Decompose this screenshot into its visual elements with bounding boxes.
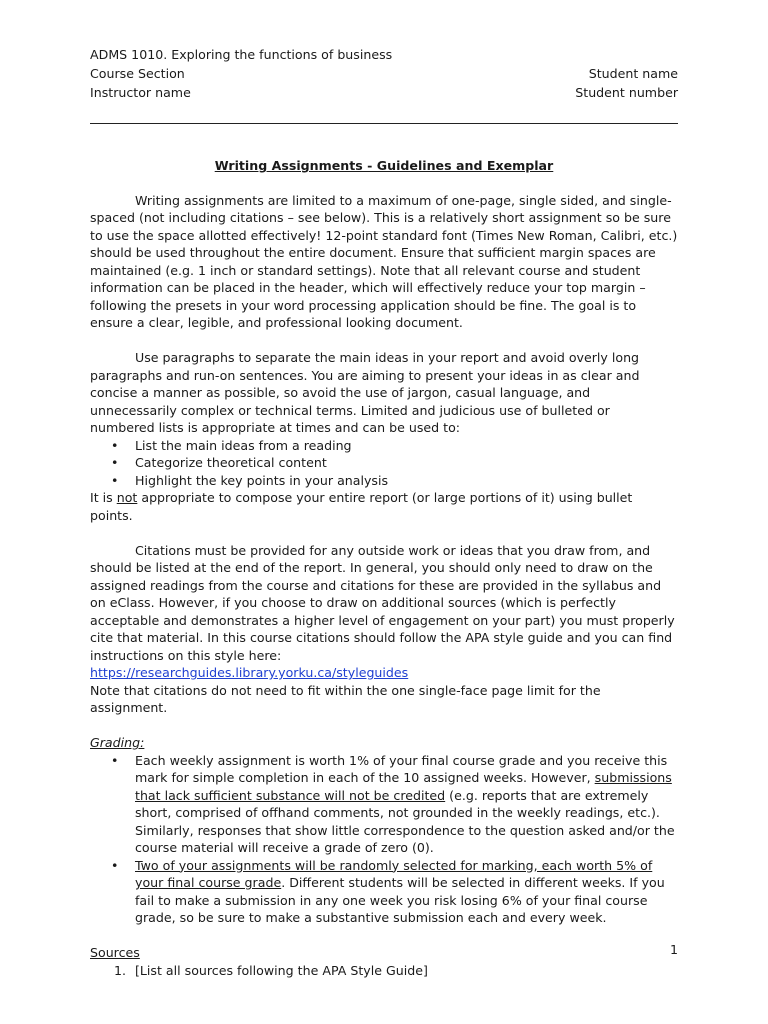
document-header	[90, 45, 678, 102]
list-item: 1. [List all sources following the APA Style Guide]	[114, 962, 428, 978]
course-section: Course Section	[90, 66, 185, 81]
grading-list	[90, 752, 678, 927]
document-body	[90, 157, 678, 979]
sources-heading: Sources	[90, 945, 140, 960]
bullet-icon: •	[111, 455, 119, 470]
course-title: ADMS 1010. Exploring the functions of business	[90, 47, 393, 62]
grading-heading: Grading:	[90, 735, 145, 750]
header-divider	[90, 123, 678, 124]
paragraph-formatting: Writing assignments are limited to a maximum of one-page, single sided, and single-spaced (not including citations – see below). This is a relatively short assignment so be sure to use the space allotted effectively! 12-point standard font (Times New Roman, Calibri, etc.) should be used throughout the entire document. Ensure that sufficient margin spaces are maintained (e.g. 1 inch or standard settings). Note that all relevant course and student information can be placed in the header, which will effectively reduce your top margin – following the presets in your word processing application should be fine. The goal is to ensure a clear, legible, and professional looking document.	[90, 192, 678, 330]
paragraph-citations: Citations must be provided for any outside work or ideas that you draw from, and should be listed at the end of the report. In general, you should only need to draw on the assigned readings from the course and citations for these are provided in the syllabus and on eClass. However, if you choose to draw on additional sources (which is perfectly acceptable and demonstrates a higher level of engagement on your part) you must properly cite that material. In this course citations should follow the APA style guide and you can find instructions on this style here:	[90, 542, 675, 663]
list-item: • List the main ideas from a reading	[111, 437, 352, 453]
list-item: • Two of your assignments will be randomly selected for marking, each worth 5% of your final course grade. Different students will be selected in different weeks. If you fail to make a submission in any one week you risk losing 6% of your final course grade, so be sure to make a substantive submission each and every week.	[111, 857, 665, 925]
list-item: • Highlight the key points in your analysis	[111, 472, 389, 488]
bullet-icon: •	[111, 752, 119, 768]
citation-note: Note that citations do not need to fit within the one single-face page limit for the assignment.	[90, 682, 601, 715]
bullet-icon: •	[111, 437, 119, 453]
document-title: Writing Assignments - Guidelines and Exemplar	[214, 158, 554, 173]
styleguide-link[interactable]: https://researchguides.library.yorku.ca/styleguides	[90, 665, 409, 680]
list-item: • Each weekly assignment is worth 1% of your final course grade and you receive this mark for simple completion in each of the 10 assigned weeks. However, submissions that lack sufficient substance will not be credited (e.g. reports that are extremely short, comprised of offhand comments, not grounded in the weekly readings, etc.). Similarly, responses that show little correspondence to the question asked and/or the course material will receive a grade of zero (0).	[111, 752, 675, 855]
instructor-name: Instructor name	[90, 85, 191, 100]
bullet-list	[90, 437, 678, 490]
bullet-icon: •	[111, 857, 119, 873]
bullet-note: It is not appropriate to compose your entire report (or large portions of it) using bullet points.	[90, 490, 633, 523]
bullet-icon: •	[111, 472, 119, 488]
student-number: Student number	[575, 85, 678, 100]
sources-list	[90, 962, 678, 980]
page-number: 1	[669, 942, 678, 957]
paragraph-structure: Use paragraphs to separate the main ideas in your report and avoid overly long paragraphs and run-on sentences. You are aiming to present your ideas in as clear and concise a manner as possible, so avoid the use of jargon, casual language, and unnecessarily complex or technical terms. Limited and judicious use of bulleted or numbered lists is appropriate at times and can be used to:	[90, 350, 640, 435]
list-item: • Categorize theoretical content	[111, 455, 327, 470]
student-name: Student name	[588, 66, 678, 81]
